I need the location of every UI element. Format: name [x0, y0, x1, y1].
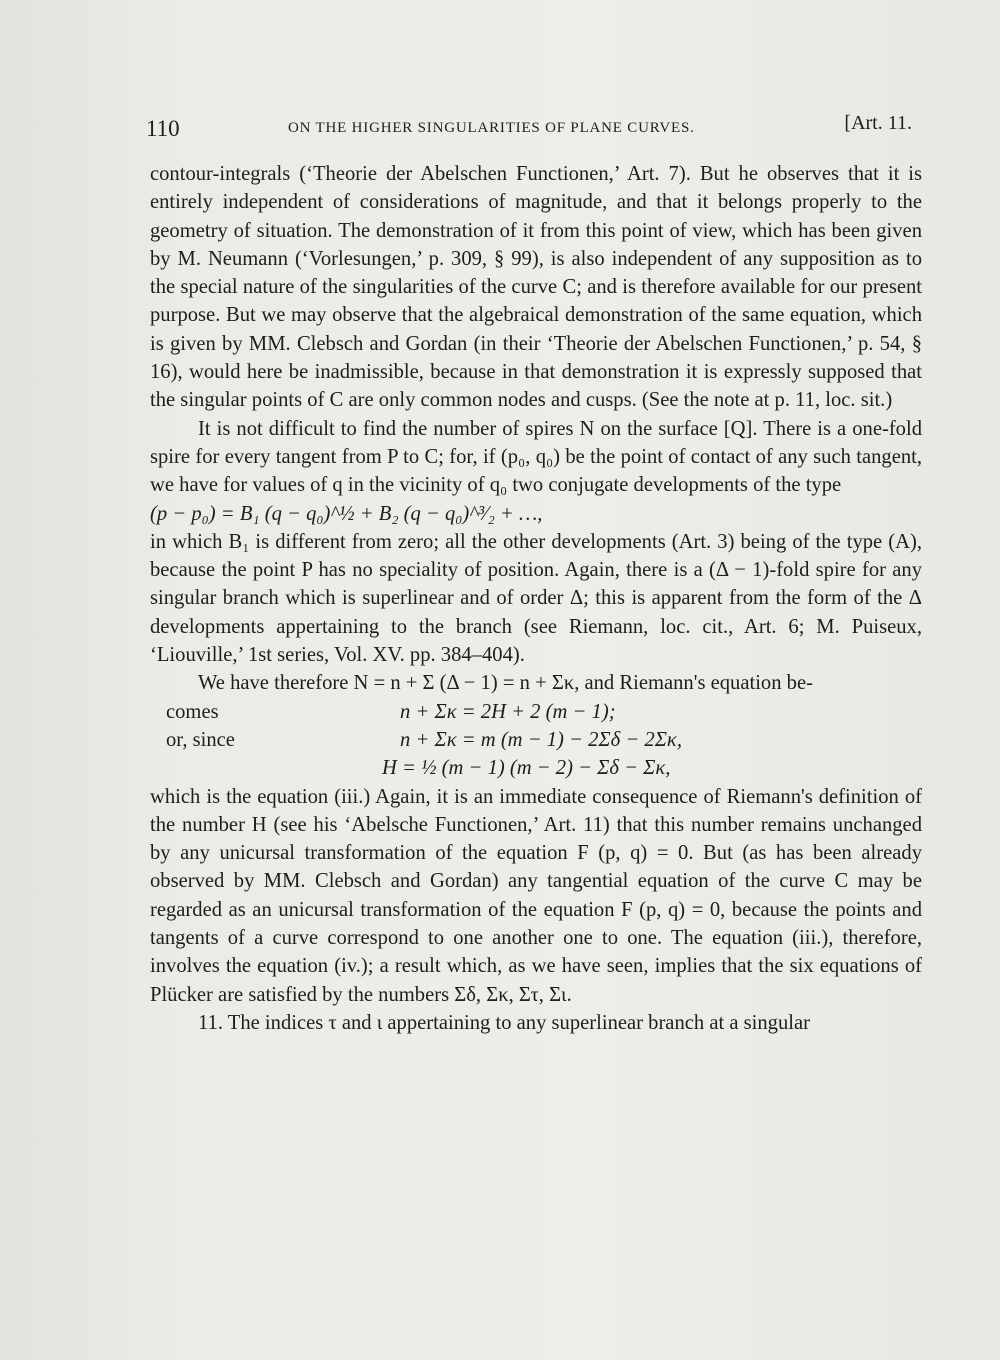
equation-row	[150, 754, 922, 782]
page-number: 110	[146, 116, 180, 141]
equation-row	[150, 726, 922, 754]
article-reference: [Art. 11.	[844, 112, 912, 134]
running-header	[146, 112, 926, 146]
equation: (p − p₀) = B₁ (q − q₀)^½ + B₂ (q − q₀)^³⁄₂ + …,	[150, 502, 543, 525]
equation: H = ½ (m − 1) (m − 2) − Σδ − Σκ,	[382, 757, 671, 780]
paragraph: We have therefore N = n + Σ (Δ − 1) = n + Σκ, and Riemann's equation be-	[198, 672, 813, 695]
equation-row	[150, 698, 922, 726]
running-title: ON THE HIGHER SINGULARITIES OF PLANE CURVES.	[288, 120, 695, 136]
paragraph: 11. The indices τ and ι appertaining to any superlinear branch at a singular	[198, 1011, 810, 1034]
paragraph: It is not difficult to find the number of spires N on the surface [Q]. There is a one-fold spire for every tangent from P to C; for, if (p₀, q₀) be the point of contact of any such tangent, we have for values of q in the vicinity of q₀ two conjugate developments of the type	[150, 417, 922, 497]
equation-label: or, since	[166, 728, 235, 751]
body-text	[150, 160, 922, 1037]
equation: n + Σκ = 2H + 2 (m − 1);	[400, 700, 616, 723]
paragraph: in which B₁ is different from zero; all the other developments (Art. 3) being of the type (A), because the point P has no speciality of position. Again, there is a (Δ − 1)-fold spire for any singular branch which is superlinear and of order Δ; this is apparent from the form of the Δ developments appertaining to the branch (see Riemann, loc. cit., Art. 6; M. Puiseux, ‘Liouville,’ 1st series, Vol. XV. pp. 384–404).	[150, 530, 922, 667]
paragraph: which is the equation (iii.) Again, it is an immediate consequence of Riemann's definition of the number H (see his ‘Abelsche Functionen,’ Art. 11) that this number remains unchanged by any unicursal transformation of the equation F (p, q) = 0. But (as has been already observed by MM. Clebsch and Gordan) any tangential equation of the curve C may be regarded as an unicursal transformation of the equation F (p, q) = 0, because the points and tangents of a curve correspond to one another one to one. The equation (iii.), therefore, involves the equation (iv.); a result which, as we have seen, implies that the six equations of Plücker are satisfied by the numbers Σδ, Σκ, Στ, Σι.	[150, 785, 922, 1006]
equation: n + Σκ = m (m − 1) − 2Σδ − 2Σκ,	[400, 728, 682, 751]
paragraph: contour-integrals (‘Theorie der Abelschen Functionen,’ Art. 7). But he observes that it is entirely independent of considerations of magnitude, and that it belongs properly to the geometry of situation. The demonstration of it from this point of view, which has been given by M. Neumann (‘Vorlesungen,’ p. 309, § 99), is also independent of any supposition as to the special nature of the singularities of the curve C; and is therefore available for our present purpose. But we may observe that the algebraical demonstration of the same equation, which is given by MM. Clebsch and Gordan (in their ‘Theorie der Abelschen Functionen,’ p. 54, § 16), would here be inadmissible, because in that demonstration it is expressly supposed that the singular points of C are only common nodes and cusps. (See the note at p. 11, loc. sit.)	[150, 163, 922, 412]
equation-label: comes	[166, 700, 219, 723]
